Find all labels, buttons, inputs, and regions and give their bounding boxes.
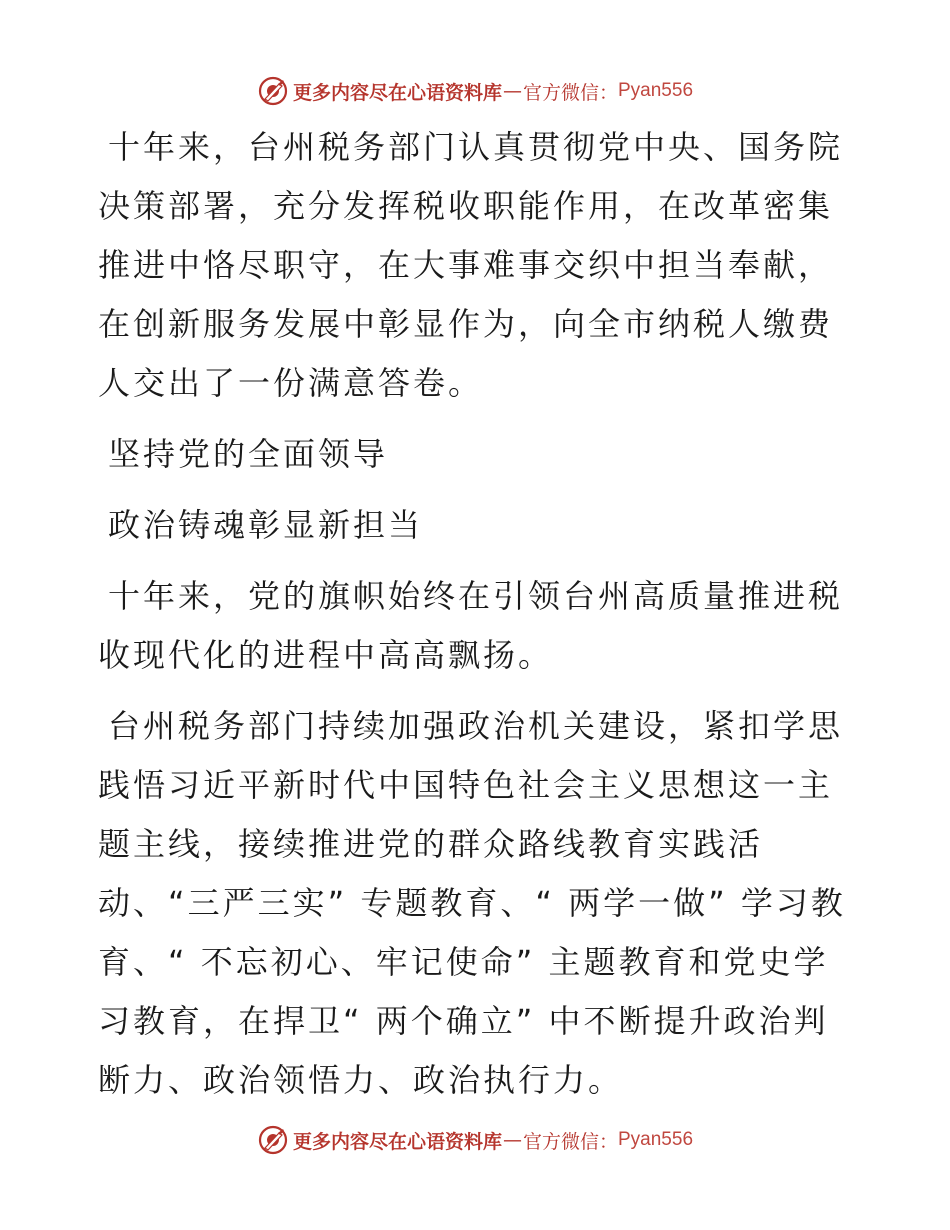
header-brand-text: 更多内容尽在心语资料库 (292, 81, 502, 104)
section-heading-2: 政治铸魂彰显新担当 (108, 506, 424, 544)
brand-logo-icon (257, 75, 289, 107)
header-dash: — (502, 80, 522, 102)
document-body (98, 118, 858, 1122)
footer-brand-text: 更多内容尽在心语资料库 (292, 1130, 502, 1153)
footer-wechat-id: Pyan556 (618, 1129, 694, 1150)
footer-dash: — (502, 1129, 522, 1151)
paragraph-flag: 十年来，党的旗帜始终在引领台州高质量推进税收现代化的进程中高高飘扬。 (98, 577, 844, 674)
paragraph-political-building: 台州税务部门持续加强政治机关建设，紧扣学思践悟习近平新时代中国特色社会主义思想这一主题主线，接续推进党的群众路线教育实践活动、“三严三实” 专题教育、“ 两学一做” 学习教育、“ 不忘初心、牢记使命” 主题教育和党史学习教育，在捍卫“ 两个确立” 中不断提升政治判断力、政治领悟力、政治执行力。 (98, 707, 846, 1099)
header-official-label: 官方微信： (522, 81, 618, 104)
header-watermark-banner (0, 71, 950, 111)
footer-watermark-banner (0, 1120, 950, 1160)
paragraph-intro: 十年来，台州税务部门认真贯彻党中央、国务院决策部署，充分发挥税收职能作用，在改革密集推进中恪尽职守，在大事难事交织中担当奉献，在创新服务发展中彰显作为，向全市纳税人缴费人交出了一份满意答卷。 (98, 128, 844, 402)
footer-official-label: 官方微信： (522, 1130, 618, 1153)
section-heading-1: 坚持党的全面领导 (108, 435, 389, 473)
header-wechat-id: Pyan556 (618, 80, 694, 101)
brand-logo-icon (257, 1124, 289, 1156)
